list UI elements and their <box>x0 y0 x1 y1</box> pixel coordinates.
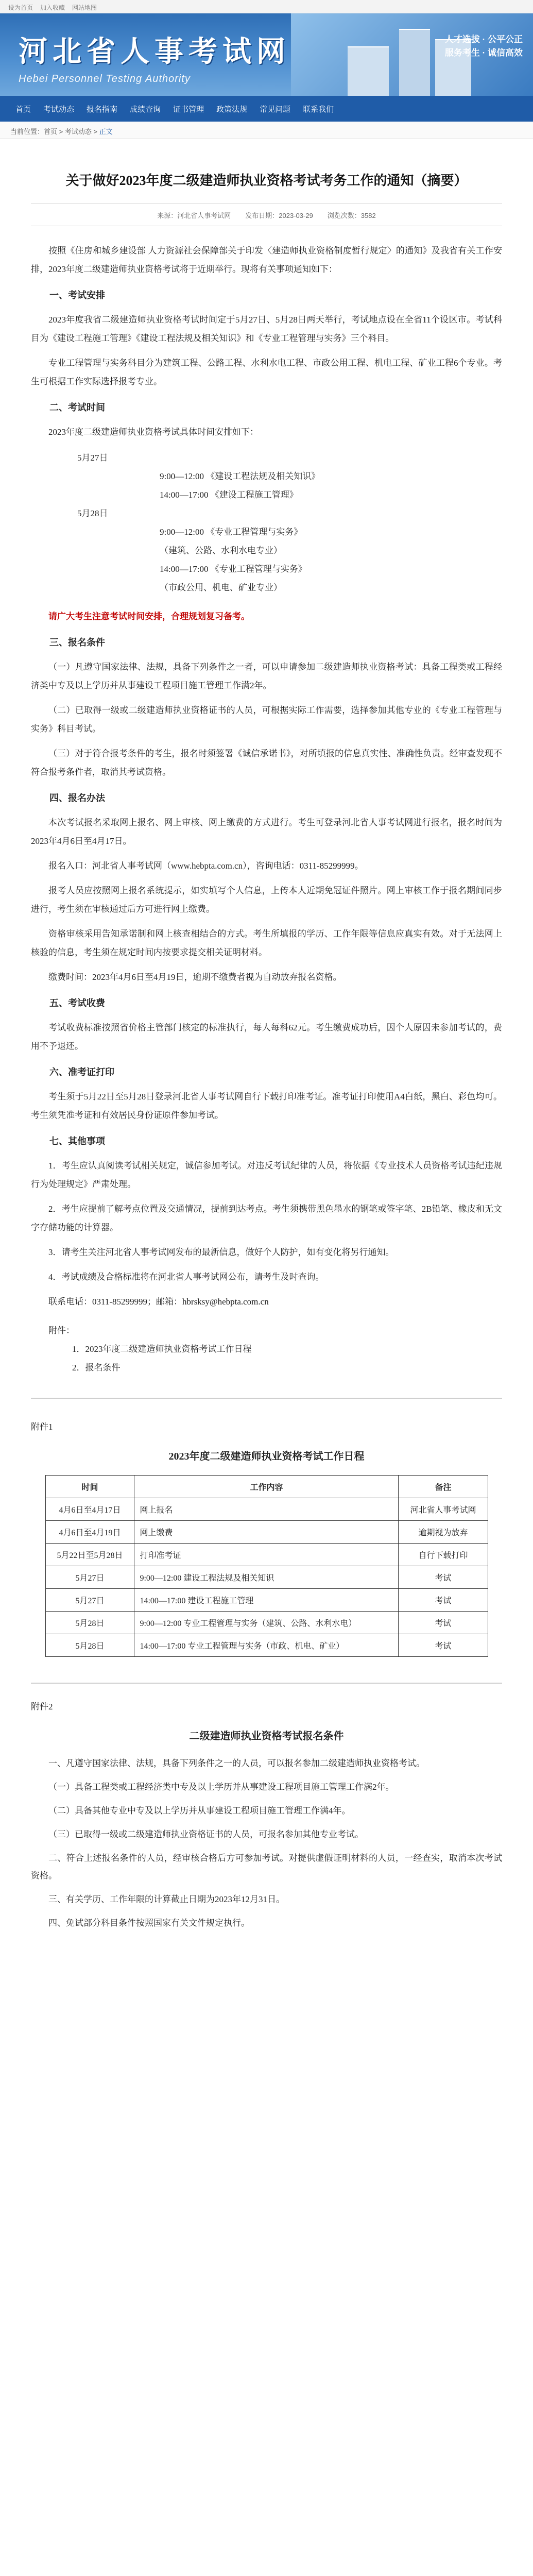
paragraph: 2．考生应提前了解考点位置及交通情况，提前到达考点。考生须携带黑色墨水的钢笔或签字笔、2B铅笔、橡皮和无文字存储功能的计算器。 <box>31 1204 502 1232</box>
table-cell: 4月6日至4月17日 <box>45 1498 134 1521</box>
schedule-item: 9:00—12:00 《建设工程法规及相关知识》 <box>160 471 320 481</box>
schedule-table <box>45 1475 488 1657</box>
paragraph: 4．考试成绩及合格标准将在河北省人事考试网公布，请考生及时查询。 <box>48 1272 324 1282</box>
annex-schedule <box>31 1419 502 1657</box>
table-row <box>45 1544 488 1566</box>
paragraph: 缴费时间：2023年4月6日至4月19日，逾期不缴费者视为自动放弃报名资格。 <box>48 972 342 982</box>
table-header-row <box>45 1476 488 1498</box>
nav-item[interactable]: 联系我们 <box>303 105 334 114</box>
section-heading: 六、准考证打印 <box>49 1067 114 1077</box>
paragraph: （一）具备工程类或工程经济类中专及以上学历并从事建设工程项目施工管理工作满2年。 <box>48 1782 394 1792</box>
schedule-item: 14:00—17:00 《专业工程管理与实务》 <box>160 564 307 574</box>
annex-title: 2023年度二级建造师执业资格考试工作日程 <box>168 1451 365 1462</box>
top-utility-bar <box>0 0 533 13</box>
table-header: 工作内容 <box>134 1476 399 1498</box>
paragraph: 资格审核采用告知承诺制和网上核查相结合的方式。考生所填报的学历、工作年限等信息应真实有效。对于无法网上核验的信息，考生须在规定时间内按要求提交相关证明材料。 <box>31 929 502 957</box>
table-cell: 5月27日 <box>45 1566 134 1589</box>
attachment-link[interactable]: 2．报名条件 <box>72 1363 121 1372</box>
schedule-item: 9:00—12:00 《专业工程管理与实务》 <box>160 527 303 537</box>
table-row <box>45 1589 488 1612</box>
table-cell: 9:00—12:00 建设工程法规及相关知识 <box>134 1566 399 1589</box>
article-title: 关于做好2023年度二级建造师执业资格考试考务工作的通知（摘要） <box>65 173 468 188</box>
paragraph: （三）已取得一级或二级建造师执业资格证书的人员，可报名参加其他专业考试。 <box>48 1829 364 1839</box>
table-row <box>45 1566 488 1589</box>
table-cell: 自行下载打印 <box>399 1544 488 1566</box>
main-nav <box>0 96 533 122</box>
table-cell: 5月27日 <box>45 1589 134 1612</box>
table-row <box>45 1634 488 1657</box>
schedule-item: （建筑、公路、水利水电专业） <box>160 546 282 555</box>
paragraph: （三）对于符合报考条件的考生，报名时须签署《诚信承诺书》，对所填报的信息真实性、准确性负责。经审查发现不符合报考条件者，取消其考试资格。 <box>31 749 502 777</box>
paragraph: 2023年度我省二级建造师执业资格考试时间定于5月27日、5月28日两天举行，考试地点设在全省11个设区市。考试科目为《建设工程施工管理》《建设工程法规及相关知识》和《专业工程管理与实务》三个科目。 <box>31 315 502 343</box>
section-heading: 一、考试安排 <box>49 290 105 300</box>
topbar-link[interactable]: 网站地图 <box>72 4 97 11</box>
paragraph: 专业工程管理与实务科目分为建筑工程、公路工程、水利水电工程、市政公用工程、机电工程、矿业工程6个专业。考生可根据工作实际选择报考专业。 <box>31 358 502 386</box>
table-header: 时间 <box>45 1476 134 1498</box>
annex-label: 附件1 <box>31 1422 53 1432</box>
table-header: 备注 <box>399 1476 488 1498</box>
section-heading: 四、报名办法 <box>49 793 105 803</box>
paragraph: 三、有关学历、工作年限的计算截止日期为2023年12月31日。 <box>48 1894 285 1904</box>
annex-conditions <box>31 1699 502 1932</box>
exam-schedule <box>31 449 502 597</box>
paragraph: 四、免试部分科目条件按照国家有关文件规定执行。 <box>48 1918 250 1928</box>
paragraph: 3．请考生关注河北省人事考试网发布的最新信息，做好个人防护，如有变化将另行通知。 <box>48 1247 394 1257</box>
schedule-date: 5月28日 <box>77 509 108 518</box>
paragraph: （一）凡遵守国家法律、法规，具备下列条件之一者，可以申请参加二级建造师执业资格考试：具备工程类或工程经济类中专及以上学历并从事建设工程项目施工管理工作满2年。 <box>31 662 502 690</box>
nav-item[interactable]: 考试动态 <box>43 105 75 114</box>
section-heading: 七、其他事项 <box>49 1136 105 1146</box>
site-english-title: Hebei Personnel Testing Authority <box>19 73 191 84</box>
table-cell: 5月28日 <box>45 1634 134 1657</box>
table-cell: 9:00—12:00 专业工程管理与实务（建筑、公路、水利水电） <box>134 1612 399 1634</box>
paragraph: （二）具备其他专业中专及以上学历并从事建设工程项目施工管理工作满4年。 <box>48 1806 351 1816</box>
table-cell: 14:00—17:00 专业工程管理与实务（市政、机电、矿业） <box>134 1634 399 1657</box>
table-cell: 5月22日至5月28日 <box>45 1544 134 1566</box>
table-cell: 网上缴费 <box>134 1521 399 1544</box>
annex-title: 二级建造师执业资格考试报名条件 <box>189 1731 344 1742</box>
divider <box>31 1683 502 1684</box>
nav-item[interactable]: 首页 <box>15 105 31 114</box>
table-row <box>45 1612 488 1634</box>
intro-paragraph: 按照《住房和城乡建设部 人力资源社会保障部关于印发〈建造师执业资格制度暂行规定〉的通知》及我省有关工作安排，2023年度二级建造师执业资格考试将于近期举行。现将有关事项通知如下： <box>31 246 502 274</box>
section-heading: 五、考试收费 <box>49 998 105 1008</box>
site-title: 河北省人事考试网 <box>19 36 290 68</box>
banner-slogan: 人才选拔 · 公平公正 服务考生 · 诚信高效 <box>444 35 523 58</box>
schedule-item: （市政公用、机电、矿业专业） <box>160 583 282 592</box>
nav-item[interactable]: 证书管理 <box>173 105 204 114</box>
table-row <box>45 1521 488 1544</box>
highlight-note: 请广大考生注意考试时间安排，合理规划复习备考。 <box>48 612 250 621</box>
nav-item[interactable]: 常见问题 <box>260 105 291 114</box>
table-cell: 考试 <box>399 1634 488 1657</box>
nav-item[interactable]: 政策法规 <box>216 105 248 114</box>
section-heading: 三、报名条件 <box>49 637 105 648</box>
paragraph: 本次考试报名采取网上报名、网上审核、网上缴费的方式进行。考生可登录河北省人事考试网进行报名，报名时间为2023年4月6日至4月17日。 <box>31 818 502 846</box>
table-cell: 考试 <box>399 1589 488 1612</box>
paragraph: 2023年度二级建造师执业资格考试具体时间安排如下： <box>48 427 259 437</box>
annex-label: 附件2 <box>31 1702 53 1711</box>
site-banner <box>0 13 533 96</box>
table-cell: 网上报名 <box>134 1498 399 1521</box>
table-cell: 14:00—17:00 建设工程施工管理 <box>134 1589 399 1612</box>
divider <box>31 1398 502 1399</box>
building-graphic <box>348 46 389 96</box>
topbar-link[interactable]: 设为首页 <box>8 4 33 11</box>
table-cell: 逾期视为放弃 <box>399 1521 488 1544</box>
table-cell: 考试 <box>399 1566 488 1589</box>
table-cell: 考试 <box>399 1612 488 1634</box>
paragraph: 二、符合上述报名条件的人员，经审核合格后方可参加考试。对提供虚假证明材料的人员，一经查实，取消本次考试资格。 <box>31 1853 502 1880</box>
attachment-link[interactable]: 1．2023年度二级建造师执业资格考试工作日程 <box>72 1344 252 1354</box>
schedule-date: 5月27日 <box>77 453 108 463</box>
paragraph: 一、凡遵守国家法律、法规，具备下列条件之一的人员，可以报名参加二级建造师执业资格考试。 <box>48 1758 425 1768</box>
paragraph: （二）已取得一级或二级建造师执业资格证书的人员，可根据实际工作需要，选择参加其他专业的《专业工程管理与实务》科目考试。 <box>31 705 502 734</box>
attachments <box>31 1321 502 1377</box>
breadcrumb <box>0 122 533 139</box>
topbar-link[interactable]: 加入收藏 <box>40 4 65 11</box>
article-views: 浏览次数：3582 <box>327 211 376 219</box>
table-cell: 河北省人事考试网 <box>399 1498 488 1521</box>
paragraph: 考试收费标准按照省价格主管部门核定的标准执行，每人每科62元。考生缴费成功后，因个人原因未参加考试的，费用不予退还。 <box>31 1023 502 1051</box>
site-logo[interactable] <box>19 29 290 85</box>
breadcrumb-current: 正文 <box>99 128 113 135</box>
table-cell: 5月28日 <box>45 1612 134 1634</box>
table-cell: 4月6日至4月19日 <box>45 1521 134 1544</box>
paragraph: 考生须于5月22日至5月28日登录河北省人事考试网自行下载打印准考证。准考证打印使用A4白纸，黑白、彩色均可。考生须凭准考证和有效居民身份证原件参加考试。 <box>31 1092 502 1120</box>
section-heading: 二、考试时间 <box>49 402 105 413</box>
nav-item[interactable]: 成绩查询 <box>130 105 161 114</box>
attachments-label: 附件： <box>48 1326 75 1335</box>
paragraph: 报名入口：河北省人事考试网（www.hebpta.com.cn），咨询电话：0311-85299999。 <box>48 861 364 871</box>
paragraph: 1．考生应认真阅读考试相关规定，诚信参加考试。对违反考试纪律的人员，将依据《专业技术人员资格考试违纪违规行为处理规定》严肃处理。 <box>31 1161 502 1189</box>
paragraph: 报考人员应按照网上报名系统提示，如实填写个人信息，上传本人近期免冠证件照片。网上审核工作于报名期间同步进行，考生须在审核通过后方可进行网上缴费。 <box>31 886 502 914</box>
contact-info: 联系电话：0311-85299999；邮箱：hbrsksy@hebpta.com.cn <box>48 1297 269 1307</box>
article-source: 来源：河北省人事考试网 <box>157 211 231 219</box>
schedule-item: 14:00—17:00 《建设工程施工管理》 <box>160 490 298 500</box>
article-content <box>0 170 533 1932</box>
article-date: 发布日期：2023-03-29 <box>245 211 313 219</box>
breadcrumb-prefix[interactable]: 当前位置：首页 > 考试动态 > <box>10 128 98 135</box>
building-graphic <box>399 29 430 96</box>
table-cell: 打印准考证 <box>134 1544 399 1566</box>
article-meta <box>31 204 502 226</box>
table-row <box>45 1498 488 1521</box>
nav-item[interactable]: 报名指南 <box>87 105 118 114</box>
